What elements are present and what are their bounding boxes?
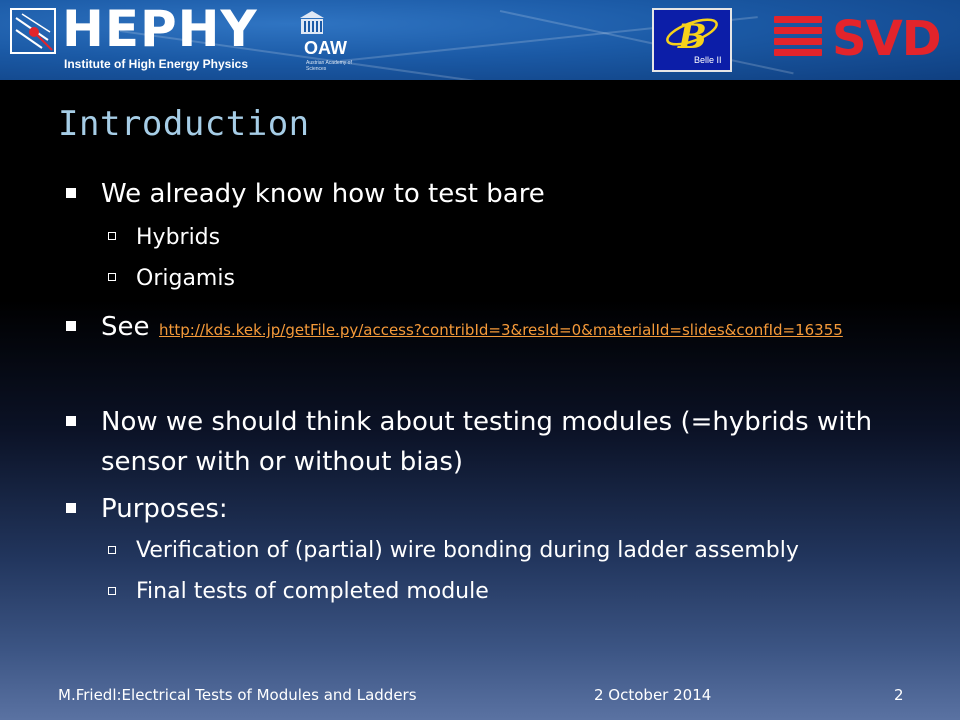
belle-label: Belle II [694, 55, 722, 65]
bullet-text: See [101, 312, 150, 342]
sub-bullet-text: Verification of (partial) wire bonding during ladder assembly [136, 538, 799, 563]
oaw-building-icon [298, 10, 326, 36]
bullet-marker [66, 416, 76, 426]
sub-bullet-text: Hybrids [136, 225, 221, 250]
oaw-subtitle: Austrian Academy of Sciences [306, 60, 352, 72]
bullet-marker [66, 321, 76, 331]
bullet-text: Now we should think about testing modules (=hybrids with sensor with or without bias) [101, 407, 873, 477]
footer-date: 2 October 2014 [594, 686, 712, 704]
slide-title: Introduction [58, 104, 310, 144]
svd-logo-text: SVD [832, 11, 941, 67]
sub-bullet-marker [108, 587, 116, 595]
hephy-subtitle: Institute of High Energy Physics [64, 57, 249, 71]
slides-link[interactable]: http://kds.kek.jp/getFile.py/access?contribId=3&resId=0&materialId=slides&confId=16355 [159, 321, 843, 339]
bullet-marker [66, 503, 76, 513]
footer-author: M.Friedl:Electrical Tests of Modules and Ladders [58, 686, 417, 704]
hephy-logo-icon [10, 8, 56, 54]
sub-bullet-text: Origamis [136, 266, 235, 291]
bullet-text: Purposes: [101, 494, 228, 524]
sub-bullet-marker [108, 546, 116, 554]
hephy-logo-text: HEPHY [62, 0, 258, 58]
svg-text:B: B [678, 17, 707, 57]
header-banner [0, 0, 960, 80]
sub-bullet-text: Final tests of completed module [136, 579, 489, 604]
svd-stripes-icon [774, 16, 822, 62]
bullet-text: We already know how to test bare [101, 179, 545, 209]
belle-logo [652, 8, 732, 72]
bullet-marker [66, 188, 76, 198]
page-number: 2 [894, 686, 904, 704]
sub-bullet-marker [108, 273, 116, 281]
oaw-logo-text: OAW [304, 38, 347, 58]
header-streak [500, 10, 794, 74]
sub-bullet-marker [108, 232, 116, 240]
